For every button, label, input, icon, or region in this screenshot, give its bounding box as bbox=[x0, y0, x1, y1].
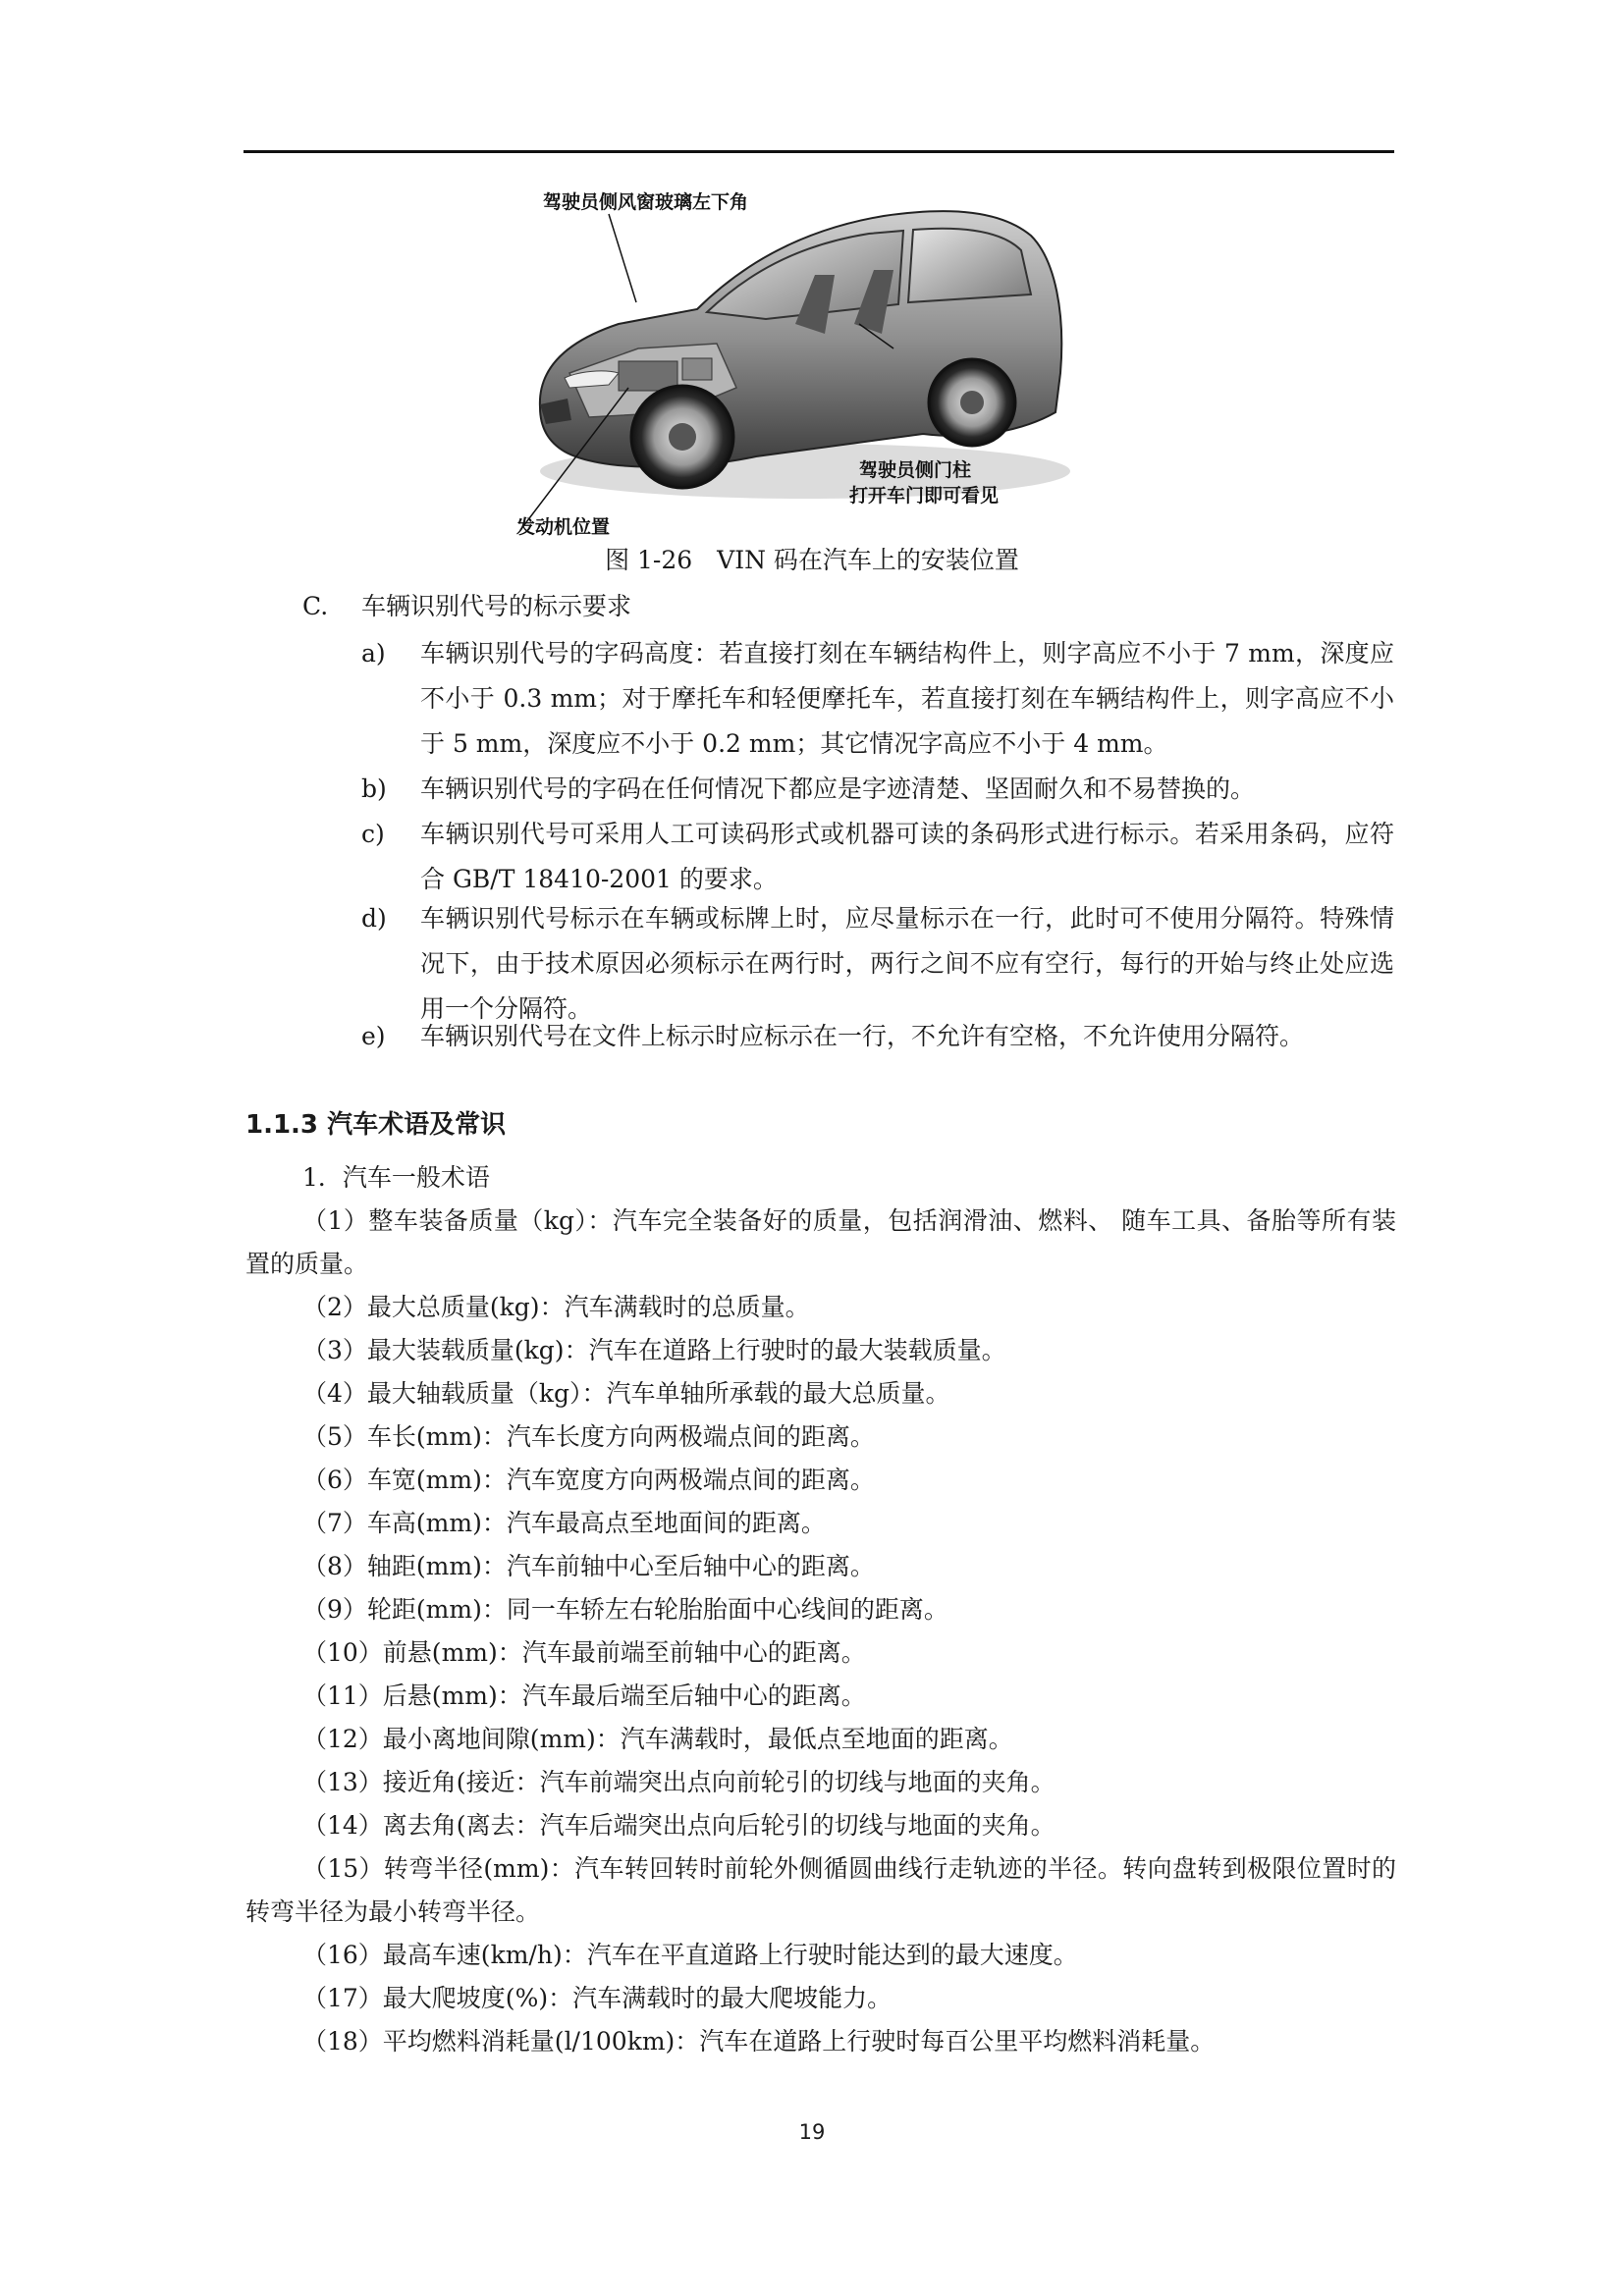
section-heading: 1.1.3 汽车术语及常识 bbox=[245, 1110, 507, 1140]
vin-location-figure bbox=[511, 177, 1080, 542]
terms-subheading: 1．汽车一般术语 bbox=[302, 1163, 490, 1192]
terms-list bbox=[245, 1156, 1396, 2063]
term-item: （3）最大装载质量(kg)：汽车在道路上行驶时的最大装载质量。 bbox=[302, 1336, 1006, 1364]
term-item: （4）最大轴载质量（kg）：汽车单轴所承载的最大总质量。 bbox=[302, 1379, 950, 1408]
term-item: （16）最高车速(km/h)：汽车在平直道路上行驶时能达到的最大速度。 bbox=[302, 1941, 1078, 1969]
term-item: （12）最小离地间隙(mm)：汽车满载时，最低点至地面的距离。 bbox=[302, 1725, 1013, 1753]
item-c-letter: c) bbox=[361, 820, 385, 848]
term-item: （17）最大爬坡度(%)：汽车满载时的最大爬坡能力。 bbox=[302, 1984, 893, 2012]
item-b-text: 车辆识别代号的字码在任何情况下都应是字迹清楚、坚固耐久和不易替换的。 bbox=[420, 774, 1256, 803]
callout-windshield: 驾驶员侧风窗玻璃左下角 bbox=[543, 191, 749, 213]
item-c-text: 车辆识别代号可采用人工可读码形式或机器可读的条码形式进行标示。若采用条码，应符合 GB/T 18410-2001 的要求。 bbox=[420, 820, 1394, 893]
callout-engine: 发动机位置 bbox=[516, 516, 611, 538]
section-c-title: 车辆识别代号的标示要求 bbox=[361, 592, 632, 620]
term-item: （7）车高(mm)：汽车最高点至地面间的距离。 bbox=[302, 1509, 826, 1537]
item-b-letter: b) bbox=[361, 774, 387, 803]
header-rule bbox=[244, 150, 1394, 153]
term-item: （14）离去角(离去：汽车后端突出点向后轮引的切线与地面的夹角。 bbox=[302, 1811, 1056, 1840]
item-a-letter: a) bbox=[361, 639, 386, 667]
term-item: （2）最大总质量(kg)：汽车满载时的总质量。 bbox=[302, 1293, 810, 1321]
term-item: （5）车长(mm)：汽车长度方向两极端点间的距离。 bbox=[302, 1422, 875, 1451]
term-item: （11）后悬(mm)：汽车最后端至后轴中心的距离。 bbox=[302, 1682, 866, 1710]
term-item: （15）转弯半径(mm)：汽车转回转时前轮外侧循圆曲线行走轨迹的半径。转向盘转到极限位置时的转弯半径为最小转弯半径。 bbox=[245, 1854, 1396, 1926]
term-item: （18）平均燃料消耗量(l/100km)：汽车在道路上行驶时每百公里平均燃料消耗量。 bbox=[302, 2027, 1216, 2056]
term-item: （10）前悬(mm)：汽车最前端至前轴中心的距离。 bbox=[302, 1638, 866, 1667]
term-item: （13）接近角(接近：汽车前端突出点向前轮引的切线与地面的夹角。 bbox=[302, 1768, 1056, 1796]
section-c-marker: C. bbox=[302, 592, 329, 620]
figure-caption: 图 1-26 VIN 码在汽车上的安装位置 bbox=[605, 546, 1019, 574]
item-e-letter: e) bbox=[361, 1022, 386, 1050]
item-d-text: 车辆识别代号标示在车辆或标牌上时，应尽量标示在一行，此时可不使用分隔符。特殊情况下，由于技术原因必须标示在两行时，两行之间不应有空行，每行的开始与终止处应选用一个分隔符。 bbox=[420, 904, 1394, 1023]
term-item: （6）车宽(mm)：汽车宽度方向两极端点间的距离。 bbox=[302, 1466, 875, 1494]
callout-door-pillar-note: 打开车门即可看见 bbox=[849, 485, 1000, 507]
page-number: 19 bbox=[798, 2120, 826, 2144]
term-item: （1）整车装备质量（kg）：汽车完全装备好的质量，包括润滑油、燃料、 随车工具、备胎等所有装置的质量。 bbox=[245, 1206, 1396, 1278]
item-a-text: 车辆识别代号的字码高度：若直接打刻在车辆结构件上，则字高应不小于 7 mm，深度应不小于 0.3 mm；对于摩托车和轻便摩托车，若直接打刻在车辆结构件上，则字高应不小于 5 mm，深度应不小于 0.2 mm；其它情况字高应不小于 4 mm。 bbox=[420, 639, 1394, 758]
item-e-text: 车辆识别代号在文件上标示时应标示在一行，不允许有空格，不允许使用分隔符。 bbox=[420, 1022, 1305, 1050]
callout-door-pillar: 驾驶员侧门柱 bbox=[859, 459, 972, 481]
term-item: （9）轮距(mm)：同一车轿左右轮胎胎面中心线间的距离。 bbox=[302, 1595, 948, 1624]
item-d-letter: d) bbox=[361, 904, 387, 933]
term-item: （8）轴距(mm)：汽车前轴中心至后轴中心的距离。 bbox=[302, 1552, 875, 1580]
